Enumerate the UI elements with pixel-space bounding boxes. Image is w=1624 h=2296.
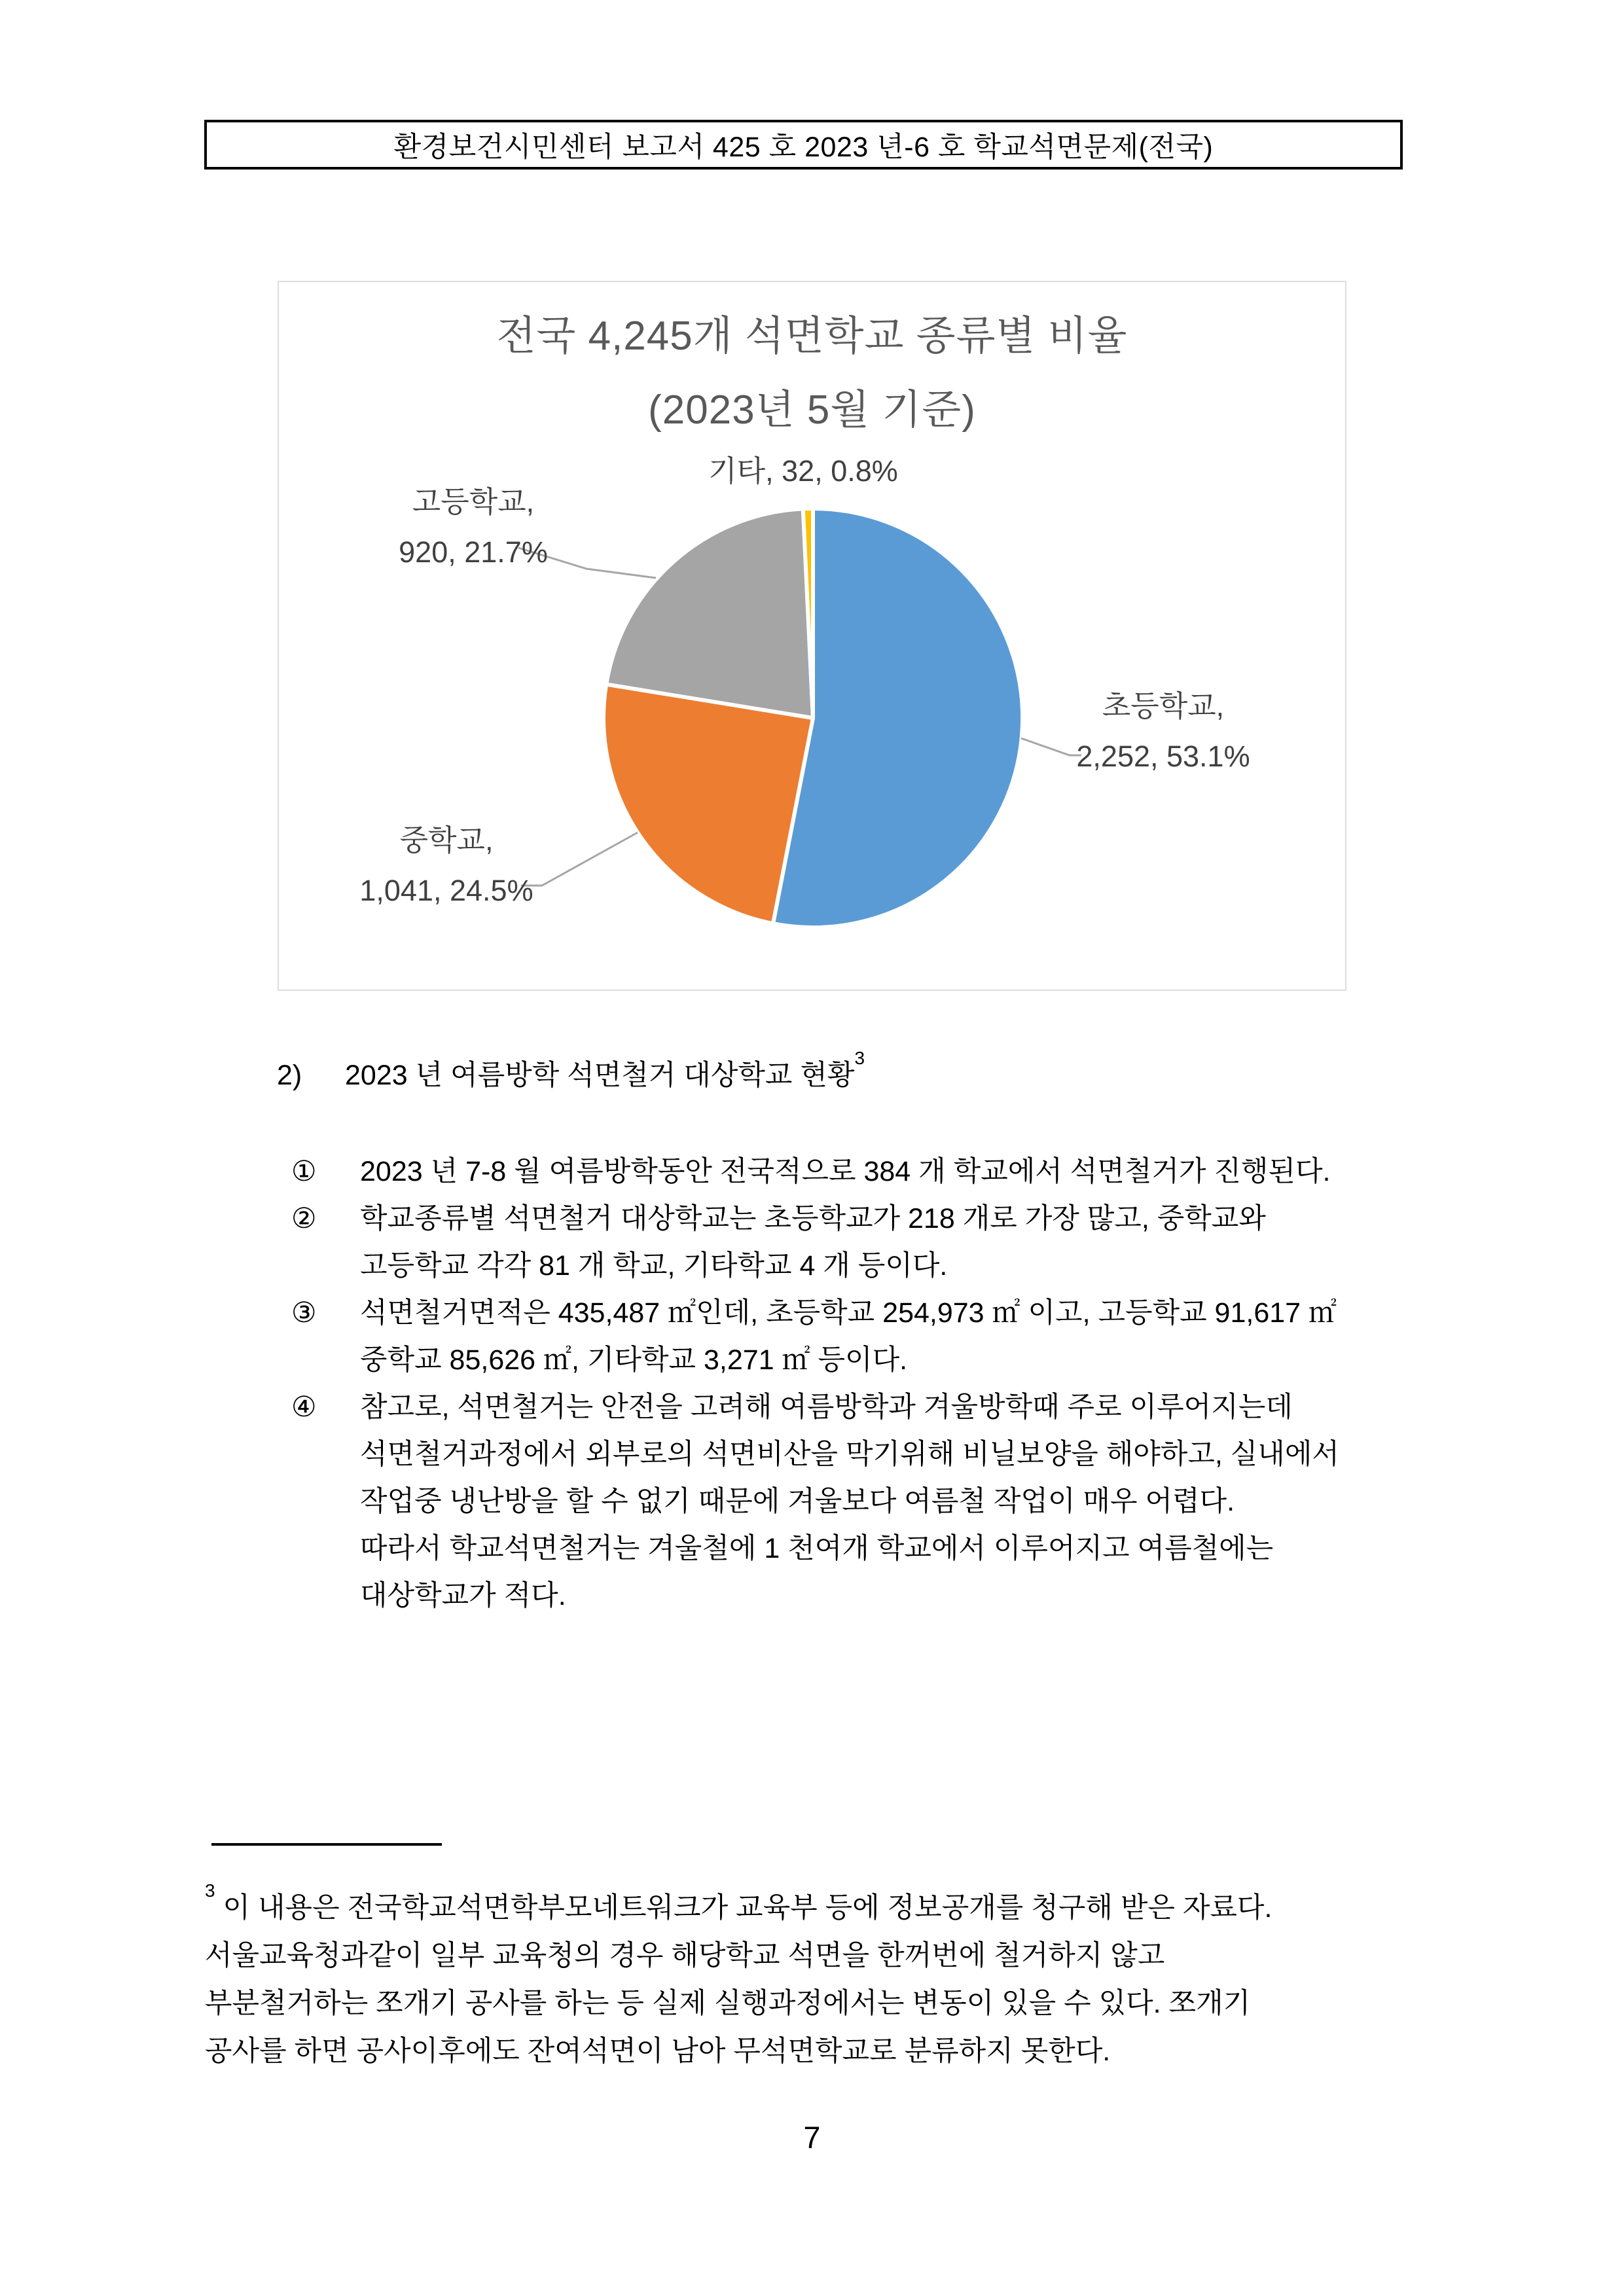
report-header-title: 환경보건시민센터 보고서 425 호 2023 년-6 호 학교석면문제(전국) [393, 131, 1214, 163]
list-item-text: 석면철거과정에서 외부로의 석면비산을 막기위해 비닐보양을 해야하고, 실내에서 [360, 1439, 1339, 1470]
body-line [291, 1572, 1398, 1619]
pie-label-middle-school [359, 815, 533, 916]
footnote-line [205, 1980, 1426, 2028]
body-line [291, 1148, 1398, 1195]
footnote-block [205, 1880, 1426, 2075]
footnote-reference-mark: 3 [854, 1047, 865, 1068]
body-line [291, 1195, 1398, 1242]
footnote-line [205, 2028, 1426, 2075]
list-item-marker: ① [291, 1156, 317, 1187]
pie-slice-중학교 [604, 685, 813, 924]
page-number: 7 [803, 2120, 821, 2155]
list-item-text: 참고로, 석면철거는 안전을 고려해 여름방학과 겨울방학때 주로 이루어지는데 [360, 1391, 1293, 1423]
pie-label-elementary-school [1076, 681, 1250, 781]
pie-label-middle-name: 중학교, [399, 823, 494, 857]
pie-chart-container [278, 281, 1346, 991]
body-list [291, 1148, 1398, 1619]
pie-label-etc [708, 446, 898, 496]
body-line [291, 1478, 1398, 1525]
section-number: 2) [277, 1060, 302, 1091]
list-item-text: 학교종류별 석면철거 대상학교는 초등학교가 218 개로 가장 많고, 중학교와 [360, 1203, 1266, 1234]
footnote-text: 부분철거하는 쪼개기 공사를 하는 등 실제 실행과정에서는 변동이 있을 수 있다. 쪼개기 [205, 1988, 1251, 2019]
body-line [291, 1525, 1398, 1572]
pie-slices [604, 509, 1022, 927]
footnote-separator [211, 1843, 442, 1846]
body-line [291, 1384, 1398, 1431]
pie-label-high-name: 고등학교, [412, 485, 535, 518]
leader-line-middle-school [521, 833, 638, 886]
list-item-text: 석면철거면적은 435,487 ㎡인데, 초등학교 254,973 ㎡ 이고, 고등학교 91,617 ㎡ [360, 1297, 1337, 1329]
footnote-line [205, 1932, 1426, 1980]
chart-title-line2: (2023년 5월 기준) [648, 387, 976, 433]
list-item-text: 대상학교가 적다. [360, 1580, 566, 1611]
pie-label-high-value: 920, 21.7% [399, 535, 548, 569]
list-item-marker: ② [291, 1203, 317, 1234]
chart-title [279, 299, 1345, 447]
list-item-text: 작업중 냉난방을 할 수 없기 때문에 겨울보다 여름철 작업이 매우 어렵다. [360, 1486, 1235, 1517]
pie-label-high-school [399, 476, 548, 577]
report-header-box [204, 120, 1403, 170]
list-item-text: 중학교 85,626 ㎡, 기타학교 3,271 ㎡ 등이다. [360, 1344, 908, 1376]
leader-line-elementary-school [1021, 738, 1081, 755]
pie-label-etc-text: 기타, 32, 0.8% [708, 454, 898, 488]
pie-label-middle-value: 1,041, 24.5% [359, 874, 533, 907]
footnote-text: 공사를 하면 공사이후에도 잔여석면이 남아 무석면학교로 분류하지 못한다. [205, 2036, 1111, 2067]
pie-slice-고등학교 [606, 509, 813, 718]
list-item-text: 고등학교 각각 81 개 학교, 기타학교 4 개 등이다. [360, 1250, 948, 1282]
footnote-text: 서울교육청과같이 일부 교육청의 경우 해당학교 석면을 한꺼번에 철거하지 않고 [205, 1940, 1165, 1971]
footnote-marker: 3 [205, 1880, 215, 1901]
pie-label-elem-name: 초등학교, [1102, 689, 1225, 723]
list-item-text: 2023 년 7-8 월 여름방학동안 전국적으로 384 개 학교에서 석면철거가 진행된다. [360, 1156, 1331, 1187]
pie-label-elem-value: 2,252, 53.1% [1076, 740, 1250, 773]
body-line [291, 1336, 1398, 1384]
footnote-text: 이 내용은 전국학교석면학부모네트워크가 교육부 등에 정보공개를 청구해 받은 자료다. [223, 1892, 1272, 1924]
body-line [291, 1431, 1398, 1478]
footnote-line [205, 1880, 1426, 1932]
body-line [291, 1242, 1398, 1289]
body-line [291, 1289, 1398, 1336]
list-item-marker: ④ [291, 1391, 317, 1423]
section-heading [277, 1047, 865, 1099]
list-item-marker: ③ [291, 1297, 317, 1329]
section-title: 2023 년 여름방학 석면철거 대상학교 현황 [345, 1060, 855, 1091]
chart-title-line1: 전국 4,245개 석면학교 종류별 비율 [496, 314, 1128, 359]
list-item-text: 따라서 학교석면철거는 겨울철에 1 천여개 학교에서 이루어지고 여름철에는 [360, 1533, 1274, 1564]
